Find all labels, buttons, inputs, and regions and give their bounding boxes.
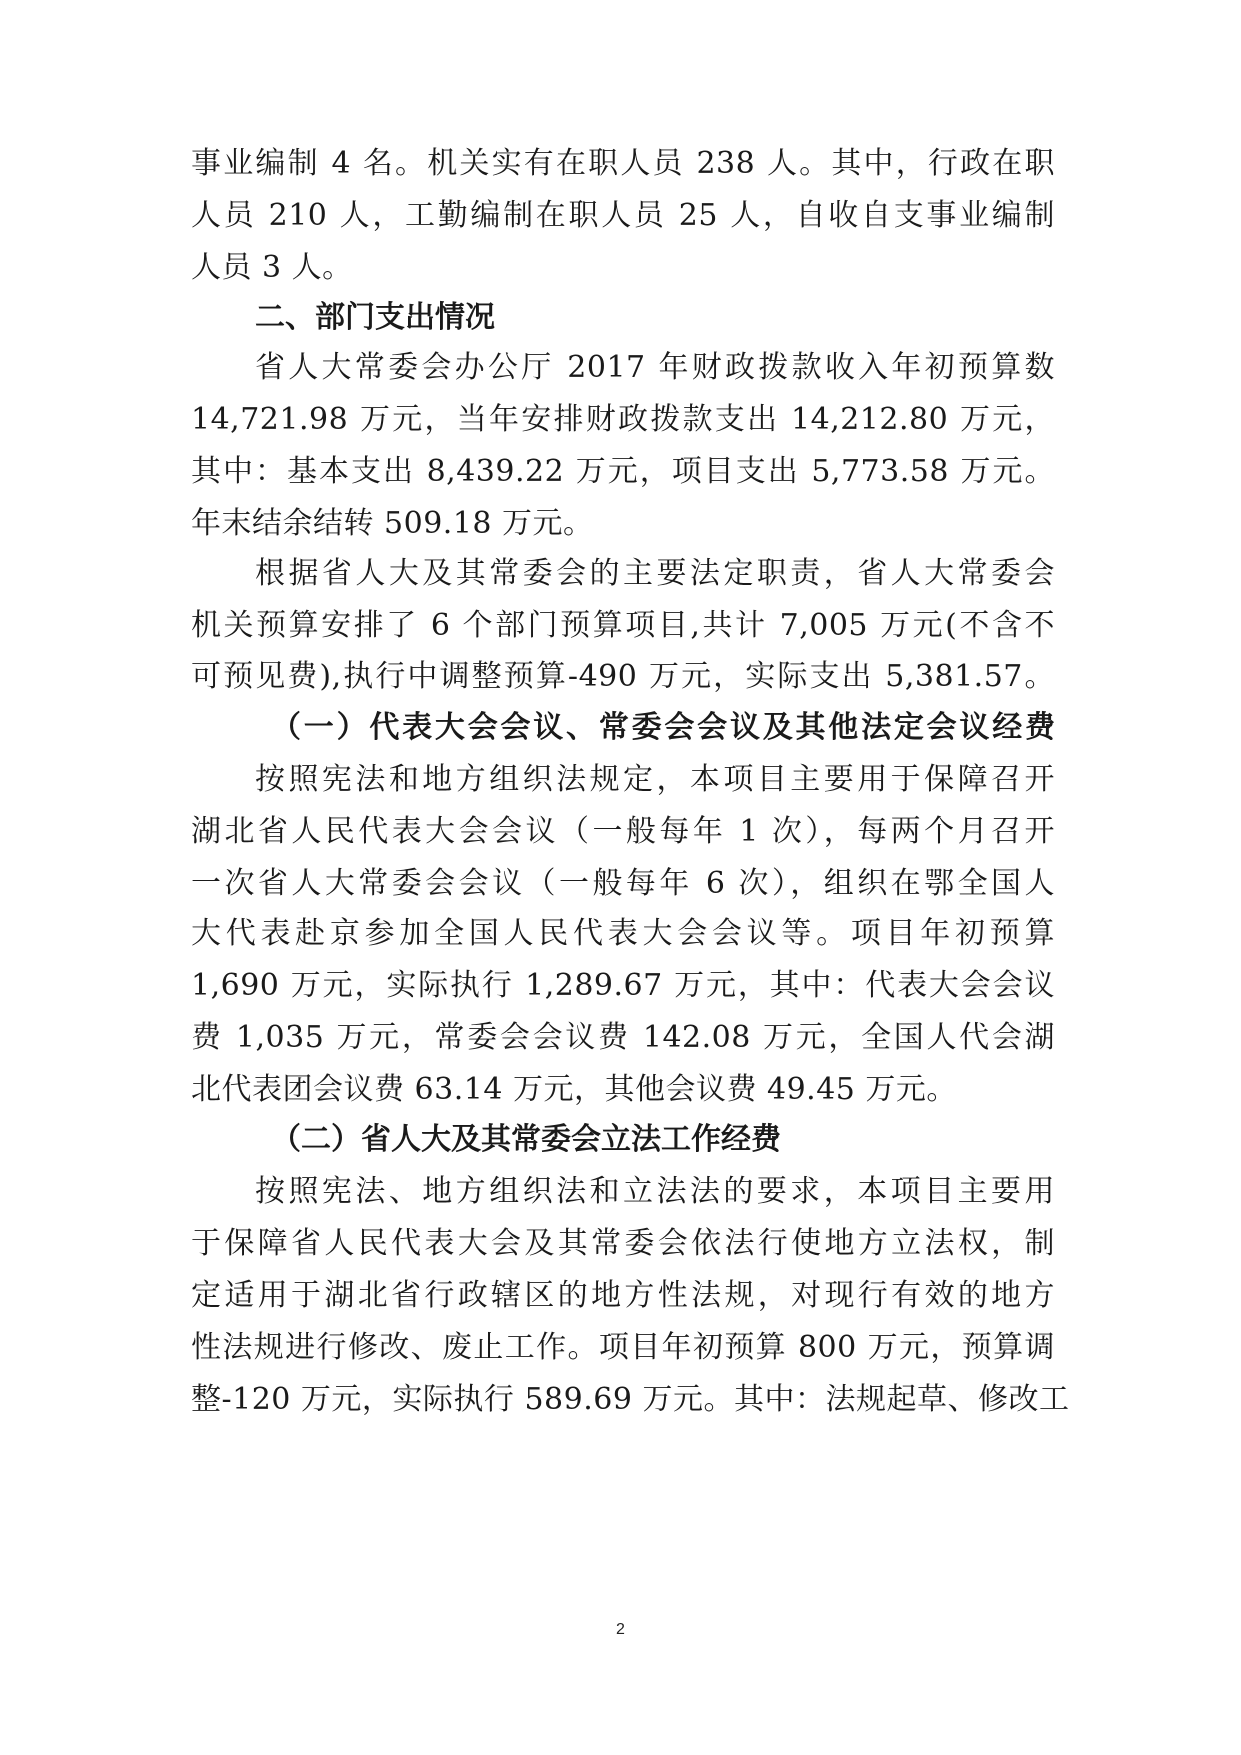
text-line: 机关预算安排了 6 个部门预算项目,共计 7,005 万元(不含不 (191, 608, 1055, 643)
text-line: 可预见费),执行中调整预算-490 万元，实际支出 5,381.57。 (191, 659, 1055, 694)
text-line: 省人大常委会办公厅 2017 年财政拨款收入年初预算数 (255, 350, 1055, 385)
text-line: 于保障省人民代表大会及其常委会依法行使地方立法权，制 (191, 1226, 1055, 1261)
page-number: 2 (616, 1621, 625, 1638)
text-line: 人员 210 人，工勤编制在职人员 25 人，自收自支事业编制 (191, 198, 1055, 233)
text-line: 定适用于湖北省行政辖区的地方性法规，对现行有效的地方 (191, 1278, 1055, 1313)
section-heading: 二、部门支出情况 (255, 300, 495, 335)
text-line: 人员 3 人。 (191, 250, 353, 285)
text-line: 其中：基本支出 8,439.22 万元，项目支出 5,773.58 万元。 (191, 454, 1055, 489)
text-line: 性法规进行修改、废止工作。项目年初预算 800 万元，预算调 (191, 1330, 1055, 1365)
text-line: 事业编制 4 名。机关实有在职人员 238 人。其中，行政在职 (191, 146, 1055, 181)
text-line: 按照宪法、地方组织法和立法法的要求，本项目主要用 (255, 1174, 1055, 1209)
text-line: 年末结余结转 509.18 万元。 (191, 506, 594, 541)
text-line: 一次省人大常委会会议（一般每年 6 次），组织在鄂全国人 (191, 866, 1055, 901)
text-line: 整-120 万元，实际执行 589.69 万元。其中：法规起草、修改工 (191, 1382, 1070, 1417)
text-line: 按照宪法和地方组织法规定，本项目主要用于保障召开 (255, 762, 1055, 797)
subsection-heading: （二）省人大及其常委会立法工作经费 (271, 1122, 781, 1157)
text-line: 北代表团会议费 63.14 万元，其他会议费 49.45 万元。 (191, 1072, 957, 1107)
text-line: 根据省人大及其常委会的主要法定职责，省人大常委会 (255, 556, 1055, 591)
text-line: 费 1,035 万元，常委会会议费 142.08 万元，全国人代会湖 (191, 1020, 1055, 1055)
text-line: 14,721.98 万元，当年安排财政拨款支出 14,212.80 万元， (191, 402, 1055, 437)
text-line: 1,690 万元，实际执行 1,289.67 万元，其中：代表大会会议 (191, 968, 1055, 1003)
subsection-heading: （一）代表大会会议、常委会会议及其他法定会议经费 (271, 710, 1055, 745)
text-line: 湖北省人民代表大会会议（一般每年 1 次），每两个月召开 (191, 814, 1055, 849)
text-line: 大代表赴京参加全国人民代表大会会议等。项目年初预算 (191, 916, 1055, 951)
